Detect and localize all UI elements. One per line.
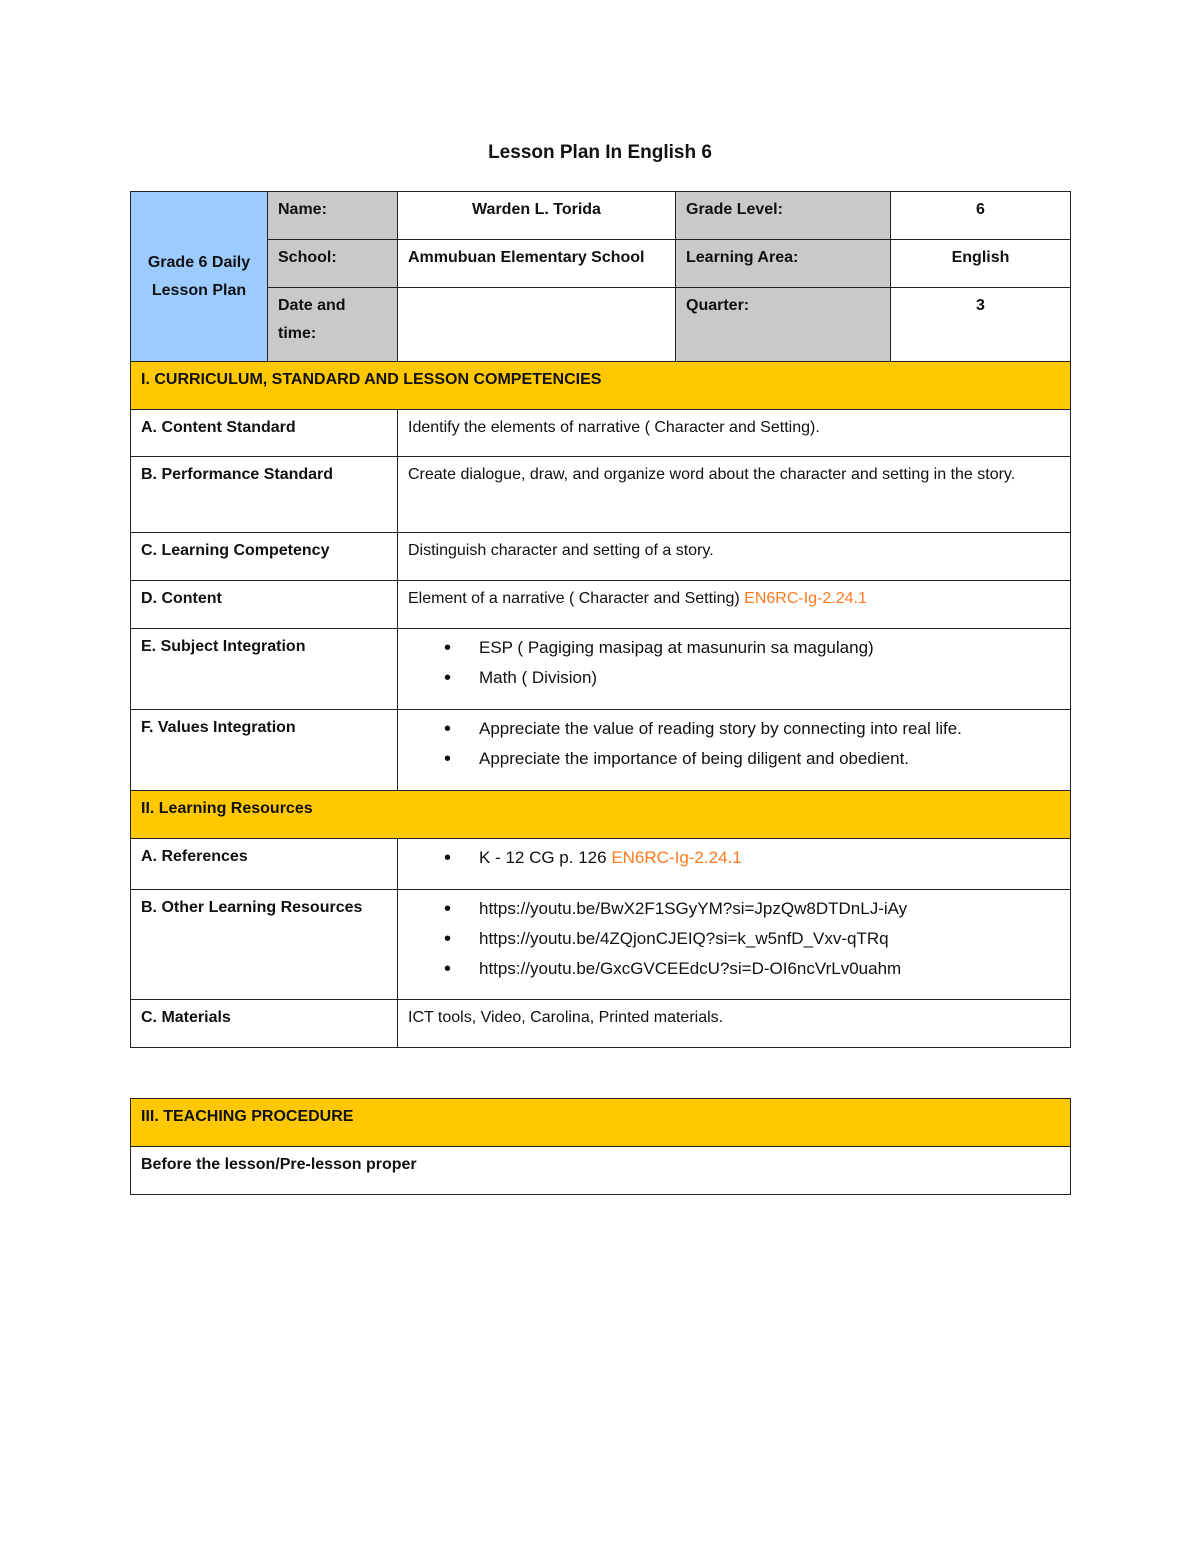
name-label: Name:	[268, 192, 398, 240]
lesson-plan-table	[130, 191, 1071, 1048]
values-integration-cell	[398, 710, 1071, 791]
list-item: • Appreciate the importance of being diligent and obedient.	[408, 744, 1060, 774]
document-title: Lesson Plan In English 6	[488, 142, 712, 163]
plan-label: Grade 6 Daily Lesson Plan	[147, 253, 251, 299]
plan-label-cell	[131, 192, 268, 362]
learning-competency-label: C. Learning Competency	[131, 533, 398, 581]
content-code: EN6RC-Ig-2.24.1	[744, 590, 867, 607]
learning-area-label: Learning Area:	[676, 240, 891, 288]
date-label: Date and time:	[268, 288, 398, 362]
content-label: D. Content	[131, 581, 398, 629]
resource-link[interactable]: • https://youtu.be/4ZQjonCJEIQ?si=k_w5nfD_Vxv-qTRq	[408, 924, 1060, 954]
section2-heading: II. Learning Resources	[131, 791, 1071, 839]
quarter-label: Quarter:	[676, 288, 891, 362]
materials-value: ICT tools, Video, Carolina, Printed materials.	[398, 1000, 1071, 1048]
grade-level-value: 6	[891, 192, 1071, 240]
learning-competency-value: Distinguish character and setting of a story.	[398, 533, 1071, 581]
values-integration-list	[408, 714, 1060, 774]
values-integration-label: F. Values Integration	[131, 710, 398, 791]
school-label: School:	[268, 240, 398, 288]
subject-integration-list	[408, 633, 1060, 693]
content-value-cell	[398, 581, 1071, 629]
list-item	[408, 843, 1060, 873]
before-lesson-label: Before the lesson/Pre-lesson proper	[131, 1147, 1071, 1195]
performance-standard-label: B. Performance Standard	[131, 457, 398, 533]
resource-link[interactable]: • https://youtu.be/BwX2F1SGyYM?si=JpzQw8DTDnLJ-iAy	[408, 894, 1060, 924]
section3-heading: III. TEACHING PROCEDURE	[131, 1099, 1071, 1147]
grade-level-label: Grade Level:	[676, 192, 891, 240]
section1-heading: I. CURRICULUM, STANDARD AND LESSON COMPETENCIES	[131, 362, 1071, 410]
other-resources-label: B. Other Learning Resources	[131, 890, 398, 1000]
subject-integration-label: E. Subject Integration	[131, 629, 398, 710]
resource-link[interactable]: • https://youtu.be/GxcGVCEEdcU?si=D-OI6ncVrLv0uahm	[408, 954, 1060, 984]
list-item: • Appreciate the value of reading story by connecting into real life.	[408, 714, 1060, 744]
materials-label: C. Materials	[131, 1000, 398, 1048]
date-value	[398, 288, 676, 362]
subject-integration-cell	[398, 629, 1071, 710]
name-value: Warden L. Torida	[398, 192, 676, 240]
other-resources-list	[408, 894, 1060, 984]
school-value: Ammubuan Elementary School	[398, 240, 676, 288]
references-text: K - 12 CG p. 126	[479, 848, 607, 867]
performance-standard-value: Create dialogue, draw, and organize word about the character and setting in the story.	[398, 457, 1071, 533]
content-standard-label: A. Content Standard	[131, 410, 398, 457]
other-resources-cell	[398, 890, 1071, 1000]
list-item: • Math ( Division)	[408, 663, 1060, 693]
references-list	[408, 843, 1060, 873]
list-item: • ESP ( Pagiging masipag at masunurin sa magulang)	[408, 633, 1060, 663]
quarter-value: 3	[891, 288, 1071, 362]
content-value: Element of a narrative ( Character and Setting)	[408, 590, 740, 607]
references-cell	[398, 839, 1071, 890]
teaching-procedure-table	[130, 1098, 1071, 1195]
references-code: EN6RC-Ig-2.24.1	[611, 848, 742, 867]
learning-area-value: English	[891, 240, 1071, 288]
references-label: A. References	[131, 839, 398, 890]
content-standard-value: Identify the elements of narrative ( Character and Setting).	[398, 410, 1071, 457]
